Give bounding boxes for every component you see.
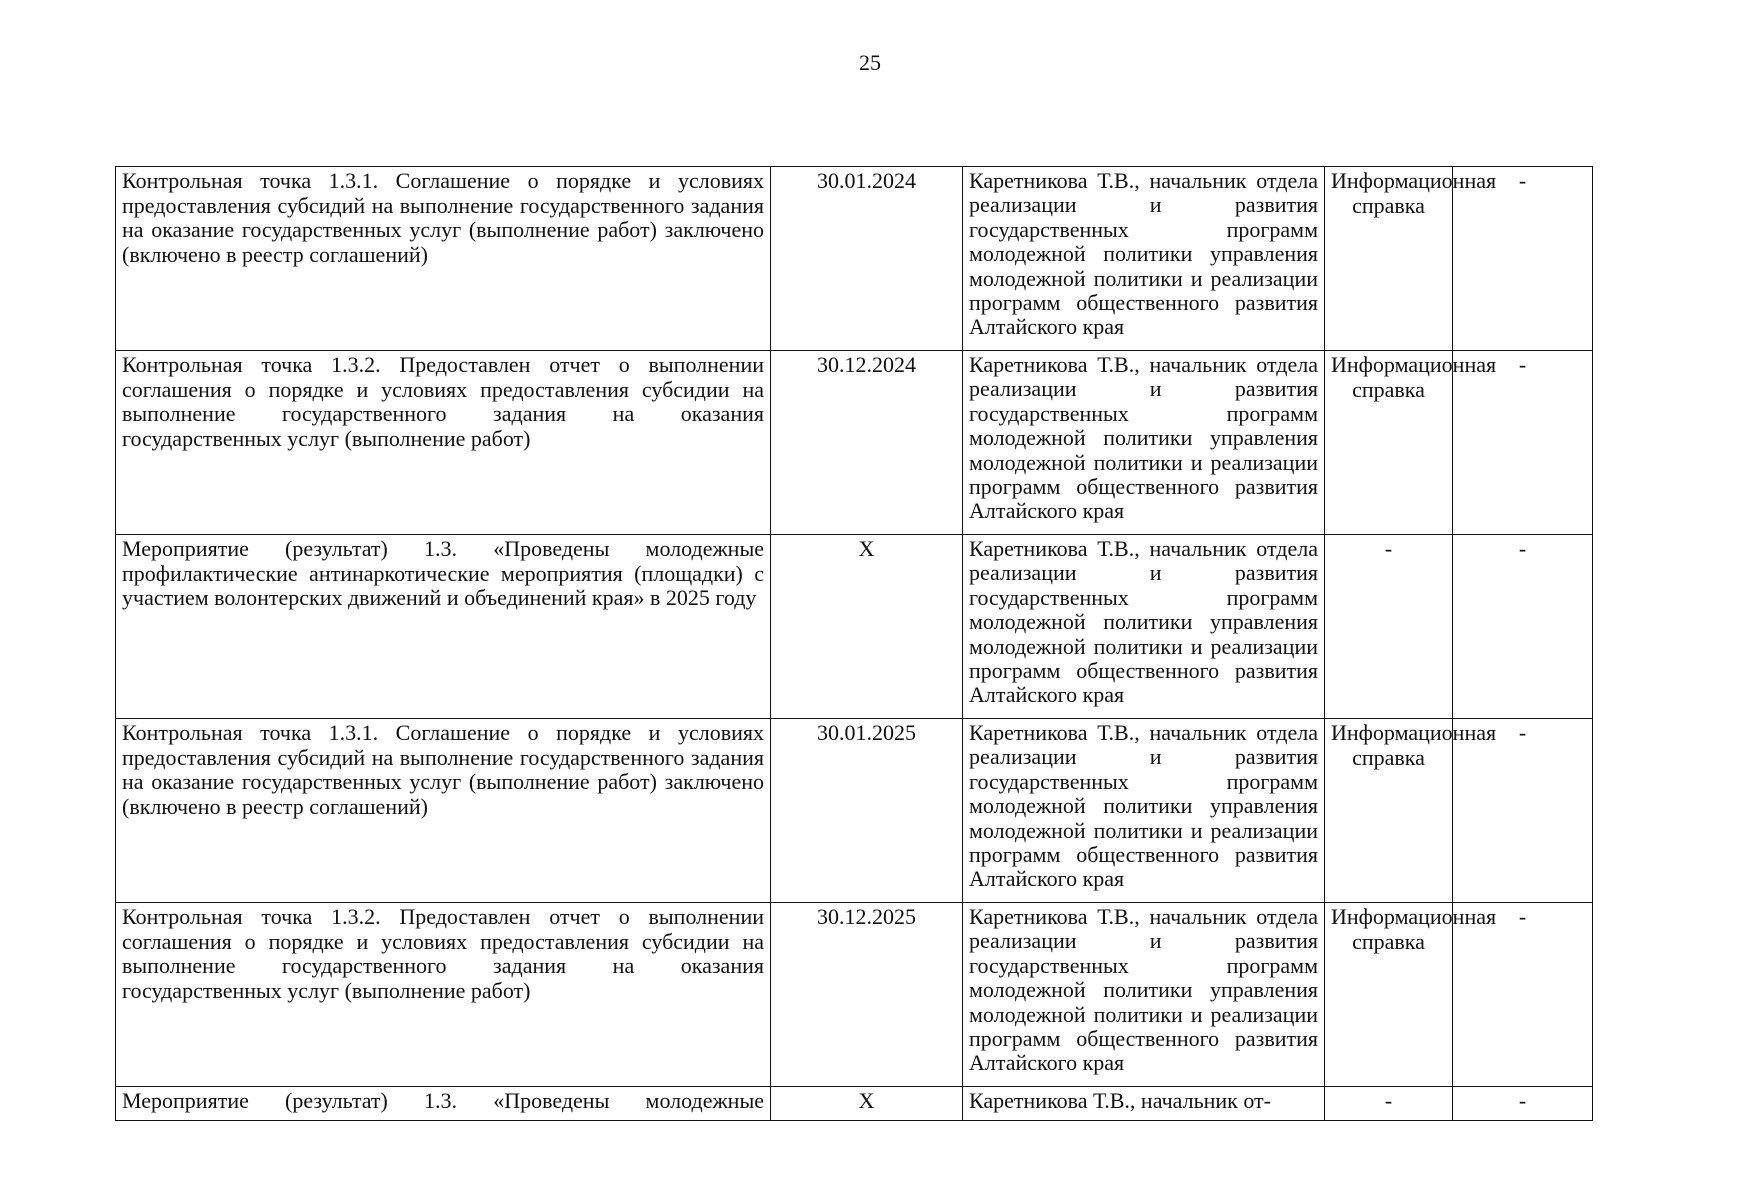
info-value: - bbox=[1518, 352, 1527, 377]
event-name-cell bbox=[116, 351, 771, 535]
event-name-cell bbox=[116, 903, 771, 1087]
document-type: Информационная справка bbox=[1331, 168, 1497, 218]
deadline-cell bbox=[771, 719, 963, 903]
deadline: 30.12.2025 bbox=[817, 904, 916, 929]
document-type: Информационная справка bbox=[1331, 720, 1497, 770]
event-name: Контрольная точка 1.3.2. Предоставлен отчет о выполнении соглашения о порядке и условиях предоставления субсидии на выполнение государственного задания на оказания государственных услуг (выполнение работ) bbox=[122, 352, 764, 451]
deadline-cell bbox=[771, 535, 963, 719]
table-row bbox=[116, 719, 1593, 903]
table-row bbox=[116, 535, 1593, 719]
document-cell bbox=[1325, 535, 1453, 719]
document-type: Информационная справка bbox=[1331, 904, 1497, 954]
responsible-cell bbox=[963, 719, 1325, 903]
page-number: 25 bbox=[859, 50, 881, 75]
deadline-cell bbox=[771, 903, 963, 1087]
document-type: - bbox=[1384, 1088, 1393, 1113]
deadline: Х bbox=[858, 1088, 875, 1113]
document-type: Информационная справка bbox=[1331, 352, 1497, 402]
info-cell bbox=[1453, 719, 1593, 903]
info-value: - bbox=[1518, 536, 1527, 561]
document-cell bbox=[1325, 167, 1497, 351]
info-cell bbox=[1453, 1087, 1593, 1121]
responsible-person: Каретникова Т.В., начальник отдела реализации и развития государственных программ молодежной политики управления молодежной политики и реализации программ общественного развития Алтайского края bbox=[969, 352, 1318, 524]
responsible-cell bbox=[963, 1087, 1325, 1121]
deadline: 30.01.2024 bbox=[817, 168, 916, 193]
deadline: 30.12.2024 bbox=[817, 352, 916, 377]
event-name: Контрольная точка 1.3.1. Соглашение о порядке и условиях предоставления субсидий на выполнение государственного задания на оказание государственных услуг (выполнение работ) заключено (включено в реестр соглашений) bbox=[122, 720, 764, 819]
info-value: - bbox=[1518, 904, 1527, 929]
event-name: Мероприятие (результат) 1.3. «Проведены молодежные bbox=[122, 1088, 764, 1113]
event-name: Контрольная точка 1.3.1. Соглашение о порядке и условиях предоставления субсидий на выполнение государственного задания на оказание государственных услуг (выполнение работ) заключено (включено в реестр соглашений) bbox=[122, 168, 764, 267]
responsible-person: Каретникова Т.В., начальник отдела реализации и развития государственных программ молодежной политики управления молодежной политики и реализации программ общественного развития Алтайского края bbox=[969, 904, 1318, 1076]
info-cell bbox=[1453, 535, 1593, 719]
responsible-person: Каретникова Т.В., начальник отдела реализации и развития государственных программ молодежной политики управления молодежной политики и реализации программ общественного развития Алтайского края bbox=[969, 536, 1318, 708]
responsible-cell bbox=[963, 167, 1325, 351]
deadline-cell bbox=[771, 1087, 963, 1121]
document-cell bbox=[1325, 1087, 1453, 1121]
event-name-cell bbox=[116, 535, 771, 719]
plan-table bbox=[115, 166, 1593, 1121]
info-value: - bbox=[1518, 720, 1527, 745]
info-cell bbox=[1453, 167, 1593, 351]
info-value: - bbox=[1518, 1088, 1527, 1113]
document-type: - bbox=[1384, 536, 1393, 561]
deadline-cell bbox=[771, 167, 963, 351]
responsible-person: Каретникова Т.В., начальник отдела реализации и развития государственных программ молодежной политики управления молодежной политики и реализации программ общественного развития Алтайского края bbox=[969, 168, 1318, 340]
event-name-cell bbox=[116, 719, 771, 903]
responsible-cell bbox=[963, 535, 1325, 719]
event-name: Контрольная точка 1.3.2. Предоставлен отчет о выполнении соглашения о порядке и условиях предоставления субсидии на выполнение государственного задания на оказания государственных услуг (выполнение работ) bbox=[122, 904, 764, 1003]
event-name: Мероприятие (результат) 1.3. «Проведены молодежные профилактические антинаркотические мероприятия (площадки) с участием волонтерских движений и объединений края» в 2025 году bbox=[122, 536, 764, 610]
responsible-person: Каретникова Т.В., начальник отдела реализации и развития государственных программ молодежной политики управления молодежной политики и реализации программ общественного развития Алтайского края bbox=[969, 720, 1318, 892]
event-name-cell bbox=[116, 167, 771, 351]
deadline-cell bbox=[771, 351, 963, 535]
info-cell bbox=[1453, 903, 1593, 1087]
deadline: Х bbox=[858, 536, 875, 561]
table-row bbox=[116, 351, 1593, 535]
table-row bbox=[116, 1087, 1593, 1121]
info-value: - bbox=[1518, 168, 1527, 193]
document-cell bbox=[1325, 719, 1497, 903]
responsible-person: Каретникова Т.В., начальник от- bbox=[969, 1088, 1271, 1113]
event-name-cell bbox=[116, 1087, 771, 1121]
deadline: 30.01.2025 bbox=[817, 720, 916, 745]
document-cell bbox=[1325, 903, 1497, 1087]
table-row bbox=[116, 903, 1593, 1087]
responsible-cell bbox=[963, 351, 1325, 535]
info-cell bbox=[1453, 351, 1593, 535]
document-cell bbox=[1325, 351, 1497, 535]
responsible-cell bbox=[963, 903, 1325, 1087]
table-row bbox=[116, 167, 1593, 351]
